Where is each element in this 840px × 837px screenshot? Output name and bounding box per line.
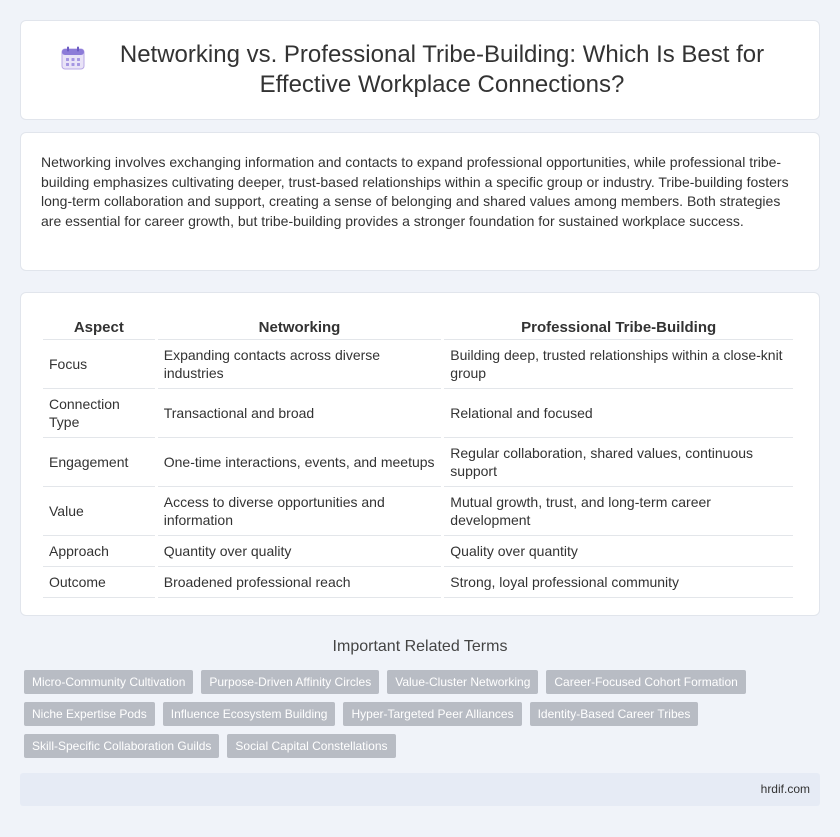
tag-link[interactable]: Career-Focused Cohort Formation <box>546 670 745 694</box>
related-terms-title: Important Related Terms <box>332 638 508 655</box>
tag-link[interactable]: Value-Cluster Networking <box>387 670 538 694</box>
row-networking: Broadened professional reach <box>158 567 442 598</box>
header-aspect: Aspect <box>43 315 155 340</box>
row-aspect: Engagement <box>43 438 155 487</box>
row-aspect: Connection Type <box>43 389 155 438</box>
row-tribe-building: Strong, loyal professional community <box>444 567 793 598</box>
tag-link[interactable]: Influence Ecosystem Building <box>163 702 336 726</box>
row-aspect: Value <box>43 487 155 536</box>
row-tribe-building: Building deep, trusted relationships within a close-knit group <box>444 340 793 389</box>
tag-link[interactable]: Social Capital Constellations <box>227 734 395 758</box>
row-networking: Transactional and broad <box>158 389 442 438</box>
row-tribe-building: Quality over quantity <box>444 536 793 567</box>
table-row <box>43 487 793 536</box>
header-tribe-building: Professional Tribe-Building <box>444 315 793 340</box>
calendar-icon <box>60 45 86 71</box>
comparison-table-card <box>20 292 820 616</box>
page-title: Networking vs. Professional Tribe-Building: Which Is Best for Effective Workplace Connections? <box>119 41 765 98</box>
row-networking: Access to diverse opportunities and information <box>158 487 442 536</box>
row-tribe-building: Regular collaboration, shared values, continuous support <box>444 438 793 487</box>
tag-link[interactable]: Niche Expertise Pods <box>24 702 155 726</box>
table-row <box>43 567 793 598</box>
tag-link[interactable]: Identity-Based Career Tribes <box>530 702 699 726</box>
row-aspect: Outcome <box>43 567 155 598</box>
footer-site-link[interactable]: hrdif.com <box>760 782 810 796</box>
summary-text: Networking involves exchanging information and contacts to expand professional opportunities, while professional tribe-building emphasizes cultivating deeper, trust-based relationships within a specific group or industry. Tribe-building fosters long-term collaboration and support, creating a sense of belonging and shared values among members. Both strategies are essential for career growth, but tribe-building provides a stronger foundation for sustained workplace success. <box>41 154 789 229</box>
tag-link[interactable]: Skill-Specific Collaboration Guilds <box>24 734 219 758</box>
comparison-table <box>40 315 796 598</box>
footer <box>20 773 820 806</box>
row-aspect: Approach <box>43 536 155 567</box>
title-wrap <box>60 40 780 100</box>
tag-link[interactable]: Micro-Community Cultivation <box>24 670 193 694</box>
row-networking: Quantity over quality <box>158 536 442 567</box>
header-networking: Networking <box>158 315 442 340</box>
row-networking: One-time interactions, events, and meetups <box>158 438 442 487</box>
table-row <box>43 340 793 389</box>
row-tribe-building: Mutual growth, trust, and long-term career development <box>444 487 793 536</box>
row-aspect: Focus <box>43 340 155 389</box>
table-row <box>43 389 793 438</box>
table-row <box>43 438 793 487</box>
related-terms-tags <box>24 670 816 758</box>
table-header-row <box>43 315 793 340</box>
row-tribe-building: Relational and focused <box>444 389 793 438</box>
tag-link[interactable]: Hyper-Targeted Peer Alliances <box>343 702 521 726</box>
title-card <box>20 20 820 120</box>
summary-card <box>20 132 820 271</box>
table-row <box>43 536 793 567</box>
row-networking: Expanding contacts across diverse industries <box>158 340 442 389</box>
tag-link[interactable]: Purpose-Driven Affinity Circles <box>201 670 379 694</box>
